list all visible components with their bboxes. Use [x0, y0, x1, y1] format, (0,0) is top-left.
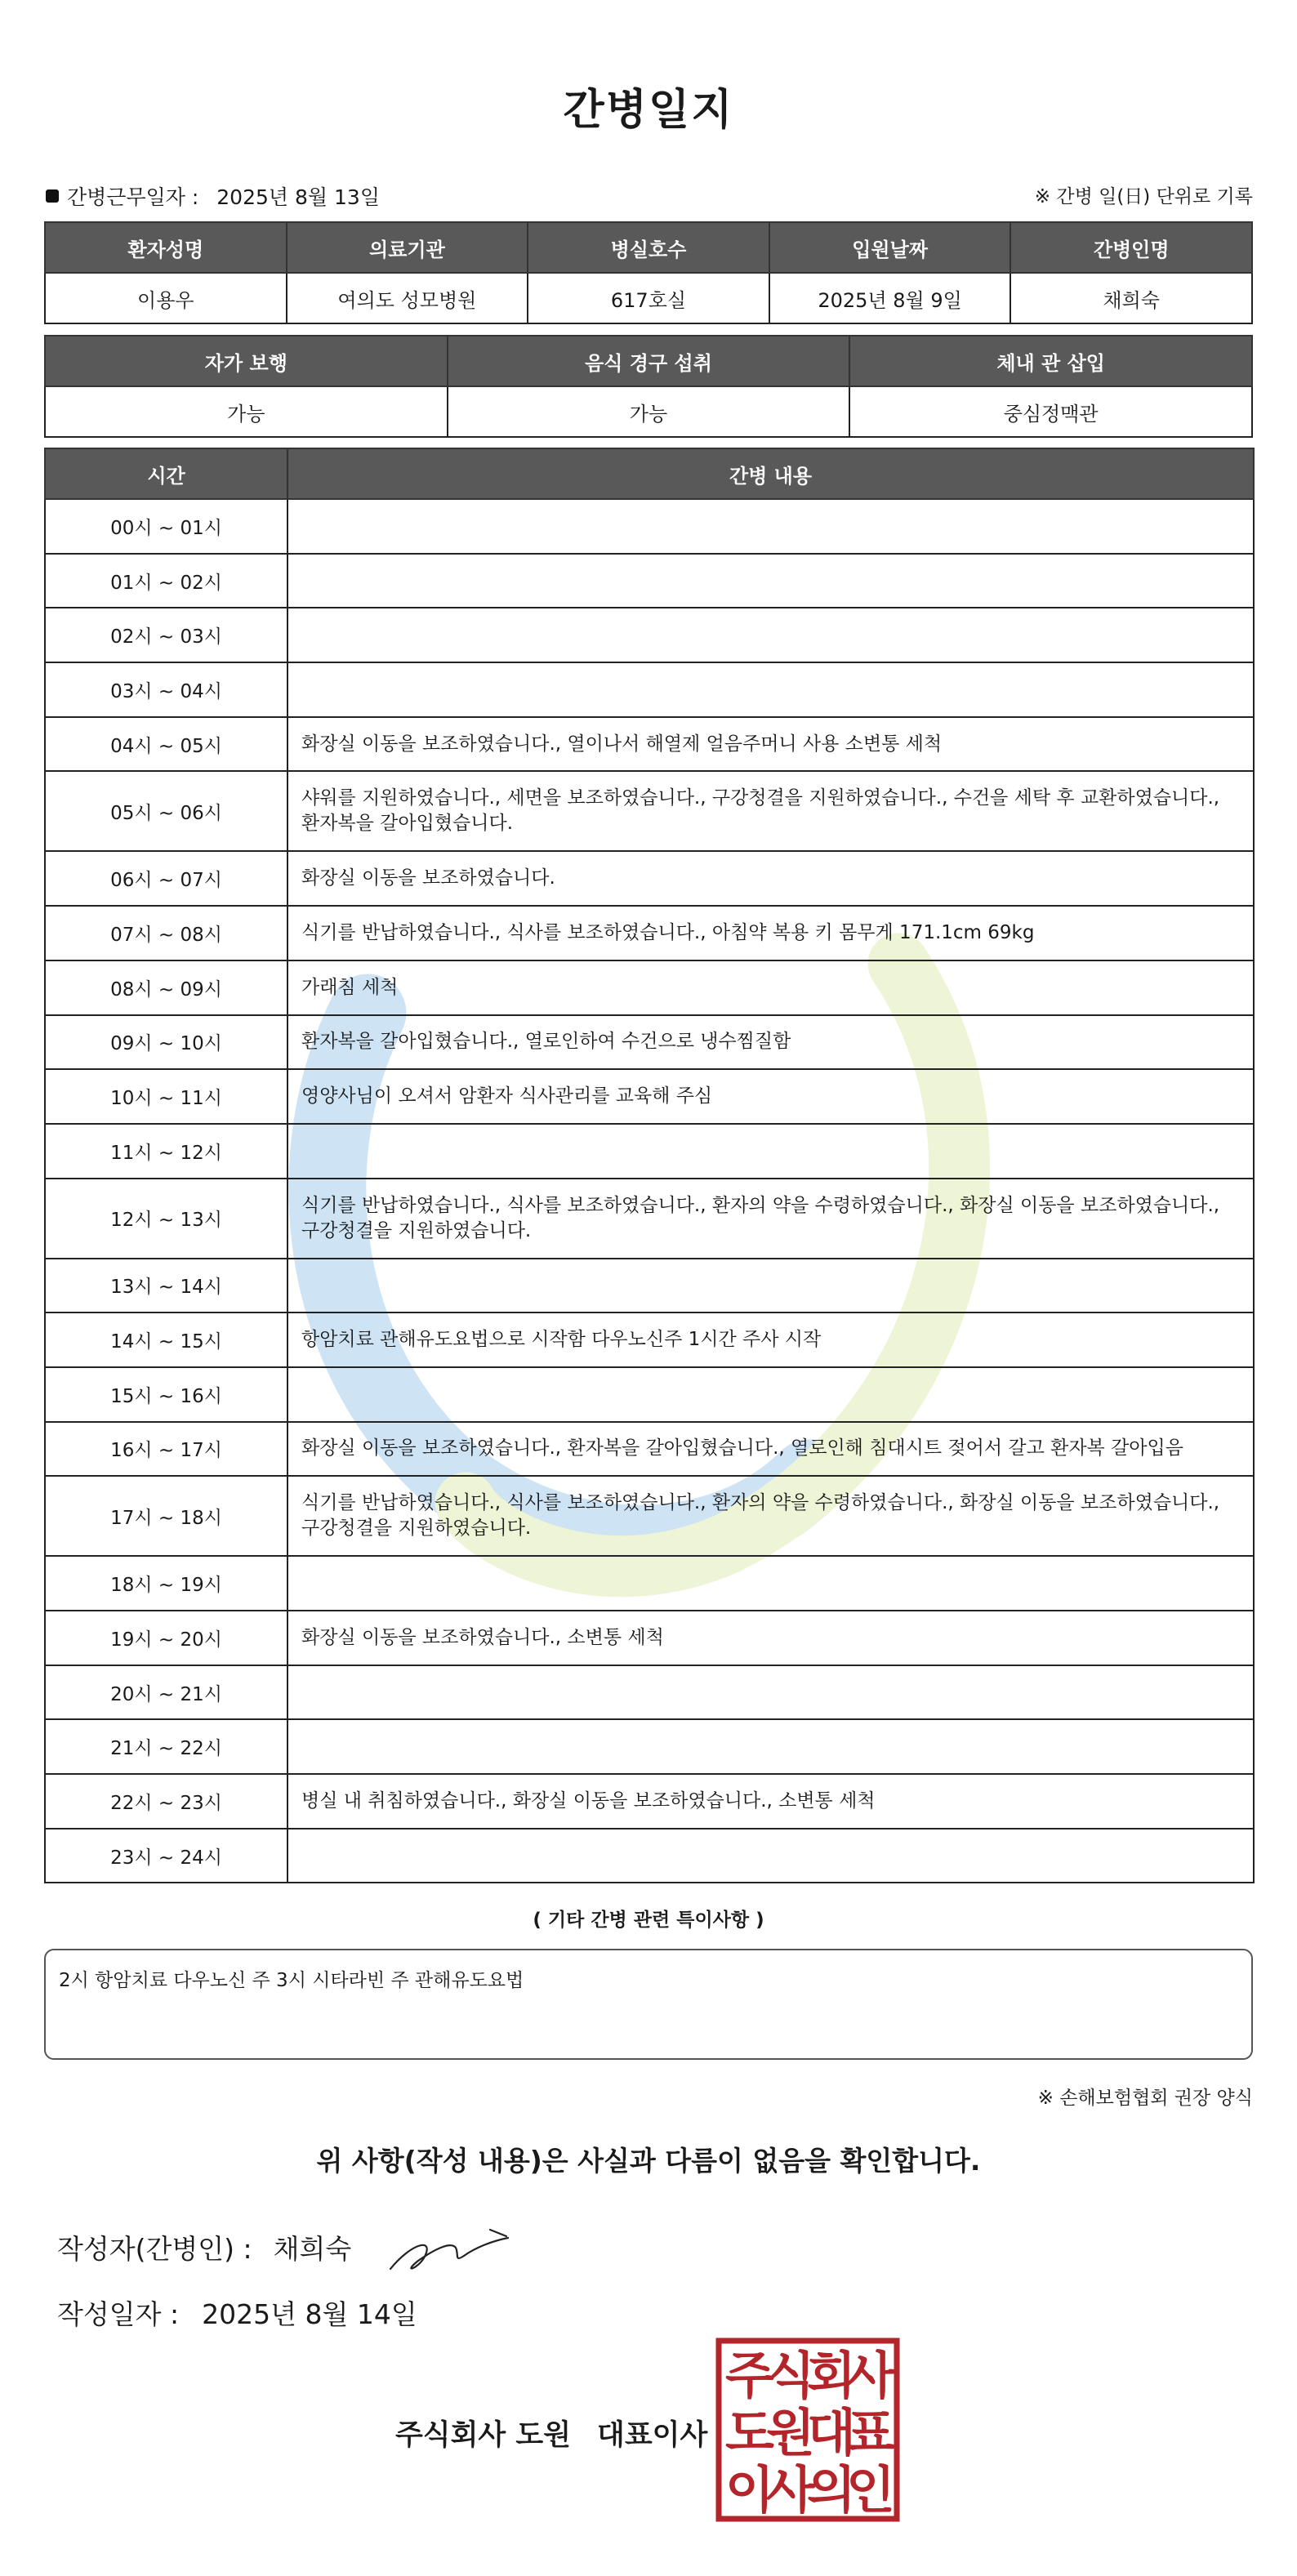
- table-row: [45, 662, 1254, 717]
- company-line: [395, 2413, 707, 2453]
- time-slot: 07시 ~ 08시: [45, 906, 287, 960]
- table-row: [45, 851, 1254, 906]
- header-admission-date: 입원날짜: [769, 222, 1011, 273]
- care-content: [287, 1665, 1254, 1720]
- time-slot: 17시 ~ 18시: [45, 1476, 287, 1556]
- care-content: 병실 내 취침하였습니다., 화장실 이동을 보조하였습니다., 소변통 세척: [287, 1774, 1254, 1829]
- care-content: 식기를 반납하였습니다., 식사를 보조하였습니다., 환자의 약을 수령하였습니다., 화장실 이동을 보조하였습니다., 구강청결을 지원하였습니다.: [287, 1476, 1254, 1556]
- time-slot: 08시 ~ 09시: [45, 960, 287, 1015]
- table-row: [45, 1015, 1254, 1070]
- work-date-line: [46, 181, 380, 211]
- self-walking-value: 가능: [45, 386, 448, 437]
- header-self-walking: 자가 보행: [45, 336, 448, 386]
- time-slot: 22시 ~ 23시: [45, 1774, 287, 1829]
- patient-name: 이용우: [45, 273, 287, 323]
- table-row: [45, 1259, 1254, 1313]
- care-content: [287, 1367, 1254, 1422]
- table-row: [45, 1124, 1254, 1179]
- care-content: [287, 1719, 1254, 1774]
- admission-date: 2025년 8월 9일: [769, 273, 1011, 323]
- svg-text:원: 원: [766, 2403, 815, 2462]
- time-slot: 03시 ~ 04시: [45, 662, 287, 717]
- svg-text:도: 도: [725, 2403, 774, 2462]
- table-row: [45, 608, 1254, 662]
- bullet-square-icon: [46, 189, 59, 203]
- table-row: [45, 1774, 1254, 1829]
- care-content: [287, 1259, 1254, 1313]
- work-date-value: 2025년 8월 13일: [216, 185, 380, 209]
- table-row: [45, 1179, 1254, 1259]
- care-content: [287, 1124, 1254, 1179]
- time-slot: 13시 ~ 14시: [45, 1259, 287, 1313]
- table-row: [45, 771, 1254, 851]
- daily-record-note: ※ 간병 일(日) 단위로 기록: [1034, 186, 1253, 207]
- care-content: 샤워를 지원하였습니다., 세면을 보조하였습니다., 구강청결을 지원하였습니다., 수건을 세탁 후 교환하였습니다., 환자복을 갈아입혔습니다.: [287, 771, 1254, 851]
- header-caregiver-name: 간병인명: [1010, 222, 1252, 273]
- room-number: 617호실: [528, 273, 769, 323]
- table-row: [45, 1611, 1254, 1665]
- oral-intake-value: 가능: [448, 386, 850, 437]
- company-seal-stamp: [715, 2338, 900, 2522]
- company-name: 주식회사 도원: [395, 2419, 572, 2452]
- svg-text:인: 인: [846, 2460, 895, 2520]
- table-row: [45, 1556, 1254, 1611]
- remarks-text: 2시 항암치료 다우노신 주 3시 시타라빈 주 관해유도요법: [59, 1970, 524, 1991]
- patient-status-table: [44, 335, 1253, 438]
- caregiver-name: 채희숙: [1010, 273, 1252, 323]
- care-content: 식기를 반납하였습니다., 식사를 보조하였습니다., 환자의 약을 수령하였습니다., 화장실 이동을 보조하였습니다., 구강청결을 지원하였습니다.: [287, 1179, 1254, 1259]
- table-row: [45, 1367, 1254, 1422]
- table-row: [45, 1829, 1254, 1883]
- svg-text:식: 식: [766, 2346, 815, 2405]
- time-slot: 20시 ~ 21시: [45, 1665, 287, 1720]
- table-row: [45, 1422, 1254, 1477]
- remarks-title: ( 기타 간병 관련 특이사항 ): [533, 1910, 764, 1931]
- care-content: 화장실 이동을 보조하였습니다., 환자복을 갈아입혔습니다., 열로인해 침대시트 젖어서 갈고 환자복 갈아입음: [287, 1422, 1254, 1477]
- table-row: [45, 1069, 1254, 1124]
- time-slot: 18시 ~ 19시: [45, 1556, 287, 1611]
- table-row: [45, 960, 1254, 1015]
- table-row: [45, 554, 1254, 608]
- care-content: 항암치료 관해유도요법으로 시작함 다우노신주 1시간 주사 시작: [287, 1313, 1254, 1367]
- care-content: [287, 499, 1254, 554]
- writer-name: 채희숙: [273, 2233, 352, 2265]
- written-date-label: 작성일자 :: [57, 2298, 180, 2330]
- table-row: [45, 906, 1254, 960]
- care-log-body: [45, 499, 1254, 1883]
- confirmation-statement: 위 사항(작성 내용)은 사실과 다름이 없음을 확인합니다.: [316, 2145, 981, 2177]
- svg-text:사: 사: [766, 2460, 815, 2520]
- document-title: 간병일지: [563, 86, 734, 135]
- header-care-content: 간병 내용: [287, 448, 1254, 499]
- care-log-table: [44, 448, 1255, 1883]
- care-content: 영양사님이 오셔서 암환자 식사관리를 교육해 주심: [287, 1069, 1254, 1124]
- header-hospital: 의료기관: [287, 222, 528, 273]
- care-content: 가래침 세척: [287, 960, 1254, 1015]
- header-room-number: 병실호수: [528, 222, 769, 273]
- time-slot: 16시 ~ 17시: [45, 1422, 287, 1477]
- handwritten-signature: [386, 2220, 516, 2277]
- association-form-note: ※ 손해보험협회 권장 양식: [1037, 2088, 1253, 2109]
- svg-text:대: 대: [807, 2403, 856, 2462]
- time-slot: 02시 ~ 03시: [45, 608, 287, 662]
- table-row: [45, 1313, 1254, 1367]
- svg-text:회: 회: [807, 2346, 856, 2405]
- tube-insertion-value: 중심정맥관: [849, 386, 1252, 437]
- table-row: [45, 717, 1254, 772]
- header-tube-insertion: 체내 관 삽입: [849, 336, 1252, 386]
- time-slot: 10시 ~ 11시: [45, 1069, 287, 1124]
- time-slot: 05시 ~ 06시: [45, 771, 287, 851]
- care-content: 화장실 이동을 보조하였습니다.: [287, 851, 1254, 906]
- patient-info-table: [44, 221, 1253, 324]
- care-content: 화장실 이동을 보조하였습니다., 열이나서 해열제 얼음주머니 사용 소변통 세척: [287, 717, 1254, 772]
- header-oral-intake: 음식 경구 섭취: [448, 336, 850, 386]
- svg-text:주: 주: [725, 2346, 774, 2405]
- time-slot: 21시 ~ 22시: [45, 1719, 287, 1774]
- svg-text:표: 표: [846, 2403, 895, 2462]
- care-content: 화장실 이동을 보조하였습니다., 소변통 세척: [287, 1611, 1254, 1665]
- table-row: [45, 499, 1254, 554]
- table-row: [45, 1476, 1254, 1556]
- time-slot: 19시 ~ 20시: [45, 1611, 287, 1665]
- table-row: [45, 1665, 1254, 1720]
- time-slot: 09시 ~ 10시: [45, 1015, 287, 1070]
- time-slot: 11시 ~ 12시: [45, 1124, 287, 1179]
- table-row: [45, 1719, 1254, 1774]
- writer-label: 작성자(간병인) :: [57, 2233, 252, 2265]
- care-content: 식기를 반납하였습니다., 식사를 보조하였습니다., 아침약 복용 키 몸무게 171.1cm 69kg: [287, 906, 1254, 960]
- header-time: 시간: [45, 448, 287, 499]
- remarks-box: [44, 1949, 1253, 2060]
- time-slot: 15시 ~ 16시: [45, 1367, 287, 1422]
- writer-line: [57, 2228, 351, 2266]
- written-date-value: 2025년 8월 14일: [202, 2298, 417, 2330]
- work-date-label: 간병근무일자 :: [67, 185, 199, 209]
- header-patient-name: 환자성명: [45, 222, 287, 273]
- care-content: [287, 1556, 1254, 1611]
- ceo-title: 대표이사: [597, 2419, 708, 2452]
- time-slot: 00시 ~ 01시: [45, 499, 287, 554]
- written-date-line: [57, 2293, 417, 2332]
- care-content: [287, 662, 1254, 717]
- time-slot: 14시 ~ 15시: [45, 1313, 287, 1367]
- time-slot: 12시 ~ 13시: [45, 1179, 287, 1259]
- care-content: 환자복을 갈아입혔습니다., 열로인하여 수건으로 냉수찜질함: [287, 1015, 1254, 1070]
- time-slot: 23시 ~ 24시: [45, 1829, 287, 1883]
- care-content: [287, 1829, 1254, 1883]
- svg-text:의: 의: [807, 2460, 856, 2520]
- svg-text:이: 이: [725, 2460, 774, 2520]
- care-content: [287, 608, 1254, 662]
- hospital-name: 여의도 성모병원: [287, 273, 528, 323]
- time-slot: 06시 ~ 07시: [45, 851, 287, 906]
- care-content: [287, 554, 1254, 608]
- time-slot: 01시 ~ 02시: [45, 554, 287, 608]
- svg-text:사: 사: [846, 2346, 895, 2405]
- time-slot: 04시 ~ 05시: [45, 717, 287, 772]
